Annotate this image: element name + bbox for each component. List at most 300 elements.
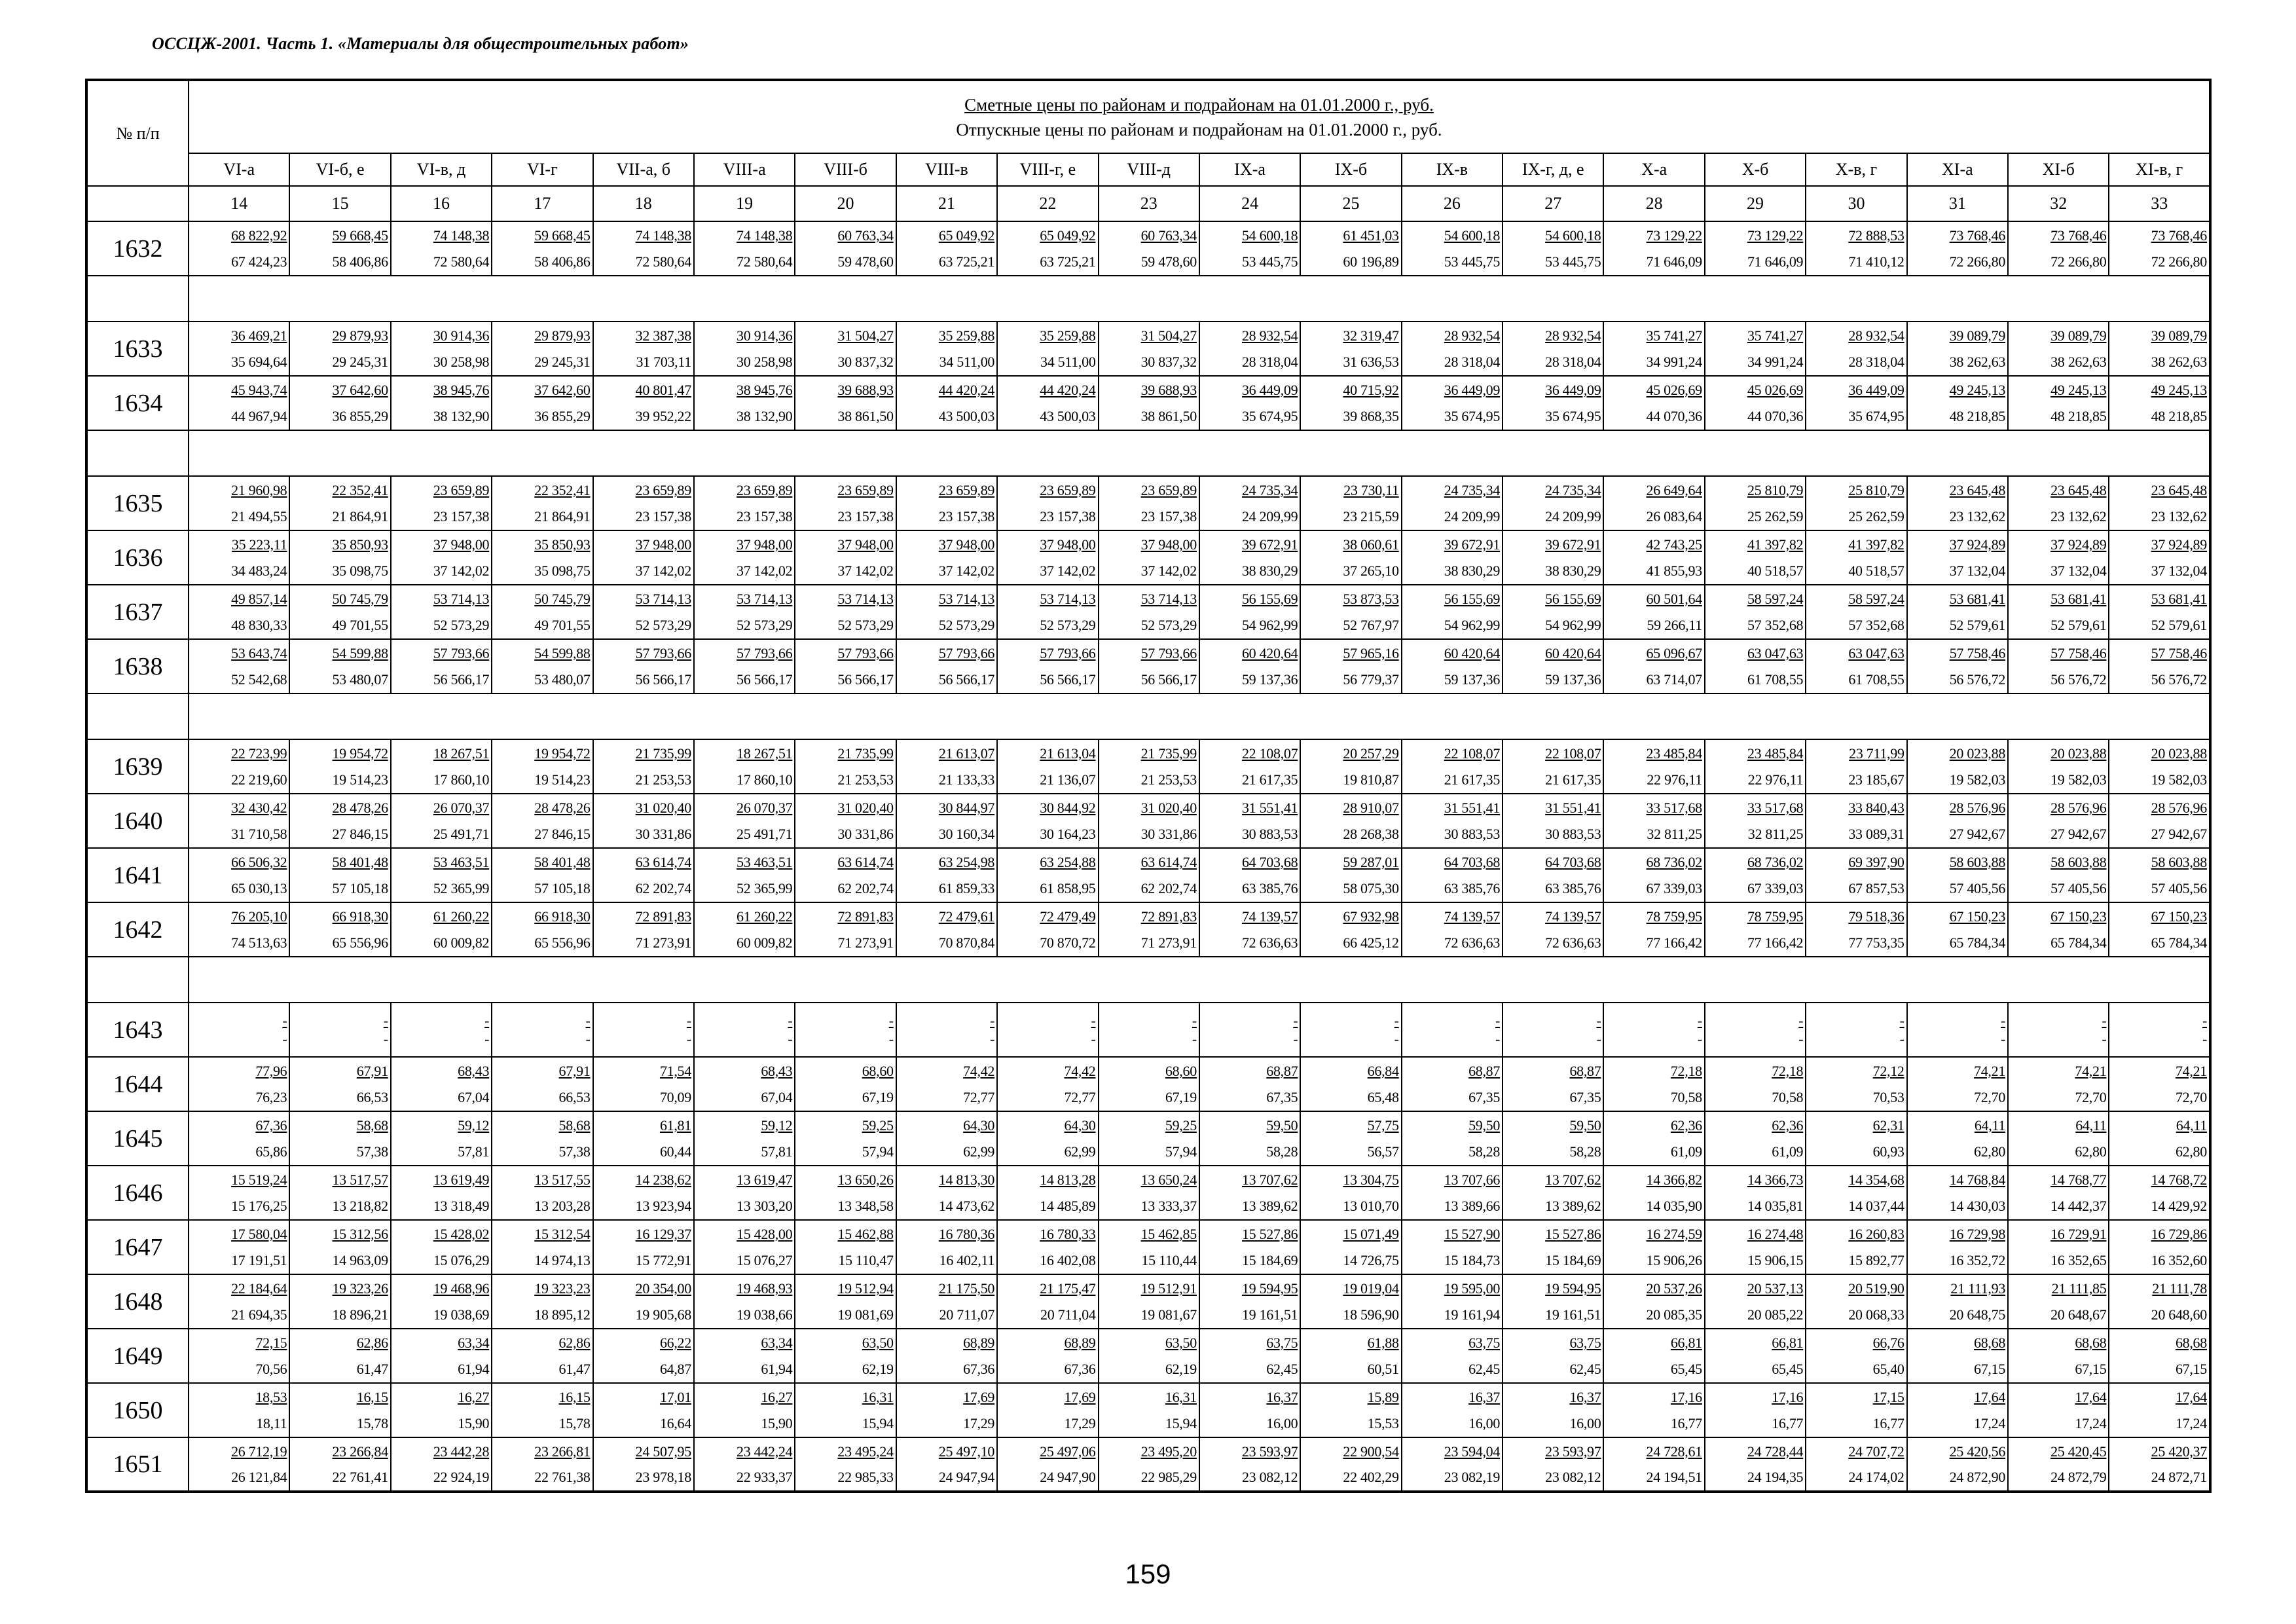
estimated-price: 72,15: [255, 1335, 287, 1351]
estimated-price: 23 645,48: [2151, 482, 2207, 498]
release-price: -: [686, 1030, 691, 1047]
estimated-price: 31 020,40: [635, 800, 691, 816]
estimated-price: 54 599,88: [332, 645, 388, 661]
release-price: 65,40: [1872, 1360, 1904, 1377]
price-cell: [1603, 322, 1704, 376]
price-cell: [492, 585, 592, 639]
price-cell: [289, 1220, 390, 1274]
estimated-price: 66 918,30: [332, 908, 388, 925]
region-column-header: VIII-д: [1099, 153, 1199, 186]
estimated-price: 17,69: [963, 1389, 995, 1405]
estimated-price: 16 274,59: [1646, 1226, 1702, 1242]
release-price: 65,48: [1367, 1088, 1399, 1105]
release-price: 65,86: [255, 1143, 287, 1160]
estimated-price: 23 711,99: [1849, 745, 1904, 762]
estimated-price: 17,01: [659, 1389, 691, 1405]
estimated-price: 20 354,00: [635, 1280, 691, 1297]
estimated-price: 54 600,18: [1444, 227, 1501, 244]
price-cell: [1300, 1003, 1401, 1057]
release-price: 29 245,31: [534, 353, 591, 370]
price-cell: [795, 902, 896, 957]
price-cell: [1300, 1329, 1401, 1383]
estimated-price: 25 420,56: [1949, 1443, 2006, 1460]
estimated-price: 58,68: [558, 1117, 591, 1134]
estimated-price: 58 603,88: [2151, 854, 2207, 870]
price-cell: [997, 739, 1098, 794]
price-cell: [1402, 376, 1503, 430]
estimated-price: 45 026,69: [1646, 382, 1702, 398]
price-cell: [391, 1274, 492, 1329]
price-cell: [694, 639, 795, 693]
release-price: 19 810,87: [1343, 771, 1399, 788]
release-price: 34 483,24: [231, 562, 287, 579]
price-cell: [1300, 1111, 1401, 1166]
price-cell: [2109, 1111, 2210, 1166]
estimated-price: 17,16: [1772, 1389, 1804, 1405]
estimated-price: 18,53: [255, 1389, 287, 1405]
table-row: [86, 1111, 2210, 1166]
release-price: 44 967,94: [231, 407, 287, 424]
price-cell: [997, 1220, 1098, 1274]
release-price: 24 947,94: [938, 1469, 995, 1485]
price-cell: [997, 1383, 1098, 1437]
price-cell: [1806, 585, 1906, 639]
release-price: -: [484, 1030, 490, 1047]
price-cell: [391, 794, 492, 848]
estimated-price: 31 504,27: [1140, 327, 1197, 344]
release-price: 18 895,12: [534, 1306, 591, 1323]
release-price: 37 132,04: [1949, 562, 2006, 579]
release-price: 52 579,61: [2050, 616, 2107, 633]
release-price: 38 830,29: [1444, 562, 1501, 579]
estimated-price: 78 759,95: [1646, 908, 1702, 925]
price-cell: [1603, 1274, 1704, 1329]
estimated-price: 56 155,69: [1241, 591, 1298, 607]
price-cell: [2109, 476, 2210, 530]
release-price: 17 860,10: [737, 771, 793, 788]
price-cell: [1806, 1111, 1906, 1166]
price-cell: [1300, 1166, 1401, 1220]
estimated-price: 63,75: [1569, 1335, 1601, 1351]
release-price: 37 142,02: [938, 562, 995, 579]
price-cell: [1099, 902, 1199, 957]
release-price: 67,15: [2075, 1360, 2107, 1377]
price-cell: [492, 1220, 592, 1274]
estimated-price: 16,15: [558, 1389, 591, 1405]
release-price: 21 133,33: [938, 771, 995, 788]
column-number: 24: [1199, 186, 1300, 221]
price-cell: [997, 476, 1098, 530]
release-price: 16,00: [1266, 1414, 1298, 1431]
release-price: 15 076,29: [433, 1251, 490, 1268]
estimated-price: 78 759,95: [1747, 908, 1804, 925]
estimated-price: 68,43: [761, 1063, 793, 1079]
price-cell: [391, 1166, 492, 1220]
estimated-price: 26 649,64: [1646, 482, 1702, 498]
estimated-price: 35 223,11: [231, 536, 287, 553]
price-cell: [492, 1111, 592, 1166]
price-cell: [289, 1057, 390, 1111]
price-cell: [1907, 476, 2008, 530]
release-price: 72 580,64: [737, 253, 793, 270]
price-cell: [391, 739, 492, 794]
estimated-price: 23 659,89: [1140, 482, 1197, 498]
release-price: 61,94: [458, 1360, 490, 1377]
price-cell: [1705, 902, 1806, 957]
release-price: 38 262,63: [1949, 353, 2006, 370]
table-row: [86, 221, 2210, 276]
price-cell: [694, 902, 795, 957]
estimated-price: 15 462,88: [837, 1226, 894, 1242]
estimated-price: 61 260,22: [737, 908, 793, 925]
estimated-price: 20 537,26: [1646, 1280, 1702, 1297]
estimated-price: 72,12: [1872, 1063, 1904, 1079]
release-price: -: [1798, 1030, 1804, 1047]
price-cell: [1199, 1111, 1300, 1166]
price-cell: [1907, 1274, 2008, 1329]
release-price: 15,78: [356, 1414, 388, 1431]
price-cell: [1603, 1220, 1704, 1274]
release-price: 20 711,07: [939, 1306, 995, 1323]
release-price: 30 258,98: [737, 353, 793, 370]
estimated-price: 21 735,99: [1140, 745, 1197, 762]
release-price: 67,35: [1569, 1088, 1601, 1105]
estimated-price: 14 768,84: [1949, 1172, 2006, 1188]
spacer-cell: [86, 276, 189, 322]
release-price: 18 896,21: [332, 1306, 388, 1323]
release-price: 63 385,76: [1545, 879, 1601, 896]
release-price: 66 425,12: [1343, 934, 1399, 951]
estimated-price: 26 070,37: [433, 800, 490, 816]
table-row: [86, 1057, 2210, 1111]
price-cell: [1705, 848, 1806, 902]
release-price: 17,24: [2175, 1414, 2207, 1431]
column-number: 22: [997, 186, 1098, 221]
price-cell: [1603, 1003, 1704, 1057]
estimated-price: -: [282, 1012, 287, 1029]
price-cell: [1503, 376, 1603, 430]
estimated-price: 60 763,34: [1140, 227, 1197, 244]
estimated-price: 15,89: [1367, 1389, 1399, 1405]
estimated-price: 16 129,37: [635, 1226, 691, 1242]
region-column-header: XI-а: [1907, 153, 2008, 186]
price-cell: [1603, 585, 1704, 639]
estimated-price: 13 304,75: [1343, 1172, 1399, 1188]
region-column-header: X-б: [1705, 153, 1806, 186]
price-cell: [1199, 530, 1300, 585]
release-price: 65 784,34: [2151, 934, 2207, 951]
price-cell: [492, 1437, 592, 1492]
price-cell: [391, 848, 492, 902]
release-price: 35 674,95: [1241, 407, 1298, 424]
release-price: 13 389,66: [1444, 1197, 1501, 1214]
price-cell: [1806, 1329, 1906, 1383]
price-cell: [1402, 1437, 1503, 1492]
price-cell: [492, 902, 592, 957]
estimated-price: 14 768,72: [2151, 1172, 2207, 1188]
estimated-price: 13 707,62: [1545, 1172, 1601, 1188]
price-cell: [1300, 221, 1401, 276]
estimated-price: 15 527,90: [1444, 1226, 1501, 1242]
release-price: 21 694,35: [231, 1306, 287, 1323]
price-cell: [593, 1166, 694, 1220]
estimated-price: 28 576,96: [2050, 800, 2107, 816]
price-cell: [1705, 1166, 1806, 1220]
release-price: 57 405,56: [1949, 879, 2006, 896]
estimated-price: 59,25: [1165, 1117, 1197, 1134]
estimated-price: 57 793,66: [1140, 645, 1197, 661]
estimated-price: 15 462,85: [1140, 1226, 1197, 1242]
price-cell: [391, 585, 492, 639]
region-column-header: VI-в, д: [391, 153, 492, 186]
estimated-price: 63 254,88: [1040, 854, 1096, 870]
table-row: [86, 376, 2210, 430]
estimated-price: 16 729,91: [2050, 1226, 2107, 1242]
price-cell: [2109, 1166, 2210, 1220]
price-cell: [694, 221, 795, 276]
price-cell: [1907, 376, 2008, 430]
price-cell: [189, 221, 289, 276]
estimated-price: 61 451,03: [1343, 227, 1399, 244]
spacer-cell: [189, 276, 2210, 322]
price-cell: [1806, 848, 1906, 902]
price-cell: [997, 639, 1098, 693]
estimated-price: 28 932,54: [1241, 327, 1298, 344]
release-price: 62 202,74: [635, 879, 691, 896]
estimated-price: 23 495,24: [837, 1443, 894, 1460]
estimated-price: 39 672,91: [1241, 536, 1298, 553]
release-price: 19 514,23: [534, 771, 591, 788]
estimated-price: 21 613,04: [1040, 745, 1096, 762]
estimated-price: 53 643,74: [231, 645, 287, 661]
estimated-price: 24 735,34: [1241, 482, 1298, 498]
price-cell: [1503, 322, 1603, 376]
estimated-price: 16,37: [1569, 1389, 1601, 1405]
estimated-price: 60 501,64: [1646, 591, 1702, 607]
estimated-price: -: [383, 1012, 388, 1029]
price-cell: [2008, 902, 2109, 957]
estimated-price: 39 672,91: [1444, 536, 1501, 553]
estimated-price: 66 918,30: [534, 908, 591, 925]
price-cell: [1705, 322, 1806, 376]
estimated-price: 64 703,68: [1444, 854, 1501, 870]
release-price: 67,35: [1468, 1088, 1501, 1105]
estimated-price: 72 479,49: [1040, 908, 1096, 925]
price-cell: [289, 1003, 390, 1057]
estimated-price: 22 723,99: [231, 745, 287, 762]
estimated-price: 72,18: [1670, 1063, 1702, 1079]
price-cell: [694, 322, 795, 376]
price-cell: [289, 1166, 390, 1220]
release-price: 72 266,80: [2151, 253, 2207, 270]
price-cell: [896, 1111, 997, 1166]
estimated-price: 63 614,74: [1140, 854, 1197, 870]
estimated-price: 72 479,61: [938, 908, 995, 925]
price-cell: [1199, 902, 1300, 957]
row-number: 1636: [86, 530, 189, 585]
estimated-price: 45 943,74: [231, 382, 287, 398]
release-price: -: [1899, 1030, 1904, 1047]
estimated-price: 40 801,47: [635, 382, 691, 398]
price-cell: [694, 376, 795, 430]
price-cell: [1603, 902, 1704, 957]
estimated-price: 74,21: [1974, 1063, 2006, 1079]
release-price: 60 009,82: [737, 934, 793, 951]
estimated-price: 19 595,00: [1444, 1280, 1501, 1297]
release-price: 72,77: [1064, 1088, 1096, 1105]
release-price: 54 962,99: [1241, 616, 1298, 633]
price-cell: [391, 322, 492, 376]
estimated-price: 73 768,46: [2050, 227, 2107, 244]
price-cell: [1705, 639, 1806, 693]
release-price: 67,36: [1064, 1360, 1096, 1377]
price-cell: [1907, 1057, 2008, 1111]
estimated-price: 57 758,46: [2050, 645, 2107, 661]
release-price: 20 648,75: [1949, 1306, 2006, 1323]
release-price: 19 081,69: [837, 1306, 894, 1323]
spacer-row: [86, 430, 2210, 476]
release-price: 24 872,71: [2151, 1469, 2207, 1485]
estimated-price: -: [1394, 1012, 1399, 1029]
release-price: 14 963,09: [332, 1251, 388, 1268]
release-price: 14 035,81: [1747, 1197, 1804, 1214]
estimated-price: 15 519,24: [231, 1172, 287, 1188]
estimated-price: 57 793,66: [635, 645, 691, 661]
price-cell: [1300, 739, 1401, 794]
estimated-price: 23 485,84: [1646, 745, 1702, 762]
price-cell: [1300, 794, 1401, 848]
estimated-price: 54 600,18: [1241, 227, 1298, 244]
estimated-price: 23 593,97: [1241, 1443, 1298, 1460]
region-header-row: [86, 153, 2210, 186]
estimated-price: 21 111,85: [2051, 1280, 2107, 1297]
estimated-price: 13 650,26: [837, 1172, 894, 1188]
release-price: 58 075,30: [1343, 879, 1399, 896]
price-cell: [1705, 1383, 1806, 1437]
price-cell: [391, 902, 492, 957]
price-cell: [1402, 848, 1503, 902]
price-cell: [1603, 221, 1704, 276]
price-cell: [1806, 376, 1906, 430]
price-cell: [593, 376, 694, 430]
estimated-price: 59,50: [1468, 1117, 1501, 1134]
price-cell: [694, 1383, 795, 1437]
release-price: 20 085,22: [1747, 1306, 1804, 1323]
estimated-price: 15 428,02: [433, 1226, 490, 1242]
price-cell: [694, 1274, 795, 1329]
estimated-price: 40 715,92: [1343, 382, 1399, 398]
estimated-price: -: [1293, 1012, 1298, 1029]
price-cell: [1503, 1383, 1603, 1437]
estimated-price: 66,81: [1772, 1335, 1804, 1351]
region-column-header: X-в, г: [1806, 153, 1906, 186]
release-price: -: [1394, 1030, 1399, 1047]
release-price: 28 318,04: [1241, 353, 1298, 370]
estimated-price: 18 267,51: [737, 745, 793, 762]
estimated-price: 33 517,68: [1646, 800, 1702, 816]
estimated-price: 56 155,69: [1545, 591, 1601, 607]
price-cell: [1300, 1057, 1401, 1111]
price-cell: [2109, 848, 2210, 902]
spacer-row: [86, 957, 2210, 1003]
release-price: 62 202,74: [1140, 879, 1197, 896]
estimated-price: 74 148,38: [737, 227, 793, 244]
estimated-price: 73 768,46: [1949, 227, 2006, 244]
estimated-price: 21 175,47: [1040, 1280, 1096, 1297]
estimated-price: 57 793,66: [737, 645, 793, 661]
row-number: 1645: [86, 1111, 189, 1166]
price-cell: [189, 848, 289, 902]
estimated-price: 67 150,23: [2151, 908, 2207, 925]
release-price: 38 861,50: [1140, 407, 1197, 424]
release-price: 23 082,19: [1444, 1469, 1501, 1485]
estimated-price: 17,15: [1872, 1389, 1904, 1405]
release-price: 15 772,91: [635, 1251, 691, 1268]
estimated-price: 24 735,34: [1545, 482, 1601, 498]
estimated-price: 35 741,27: [1646, 327, 1702, 344]
price-cell: [1402, 794, 1503, 848]
estimated-price: 67 932,98: [1343, 908, 1399, 925]
price-cell: [1300, 376, 1401, 430]
release-price: 20 648,67: [2050, 1306, 2107, 1323]
release-price: 30 258,98: [433, 353, 490, 370]
price-cell: [2008, 848, 2109, 902]
column-number-row: [86, 186, 2210, 221]
price-cell: [896, 1220, 997, 1274]
estimated-price: 37 924,89: [1949, 536, 2006, 553]
release-price: 15 184,73: [1444, 1251, 1501, 1268]
estimated-price: 37 948,00: [737, 536, 793, 553]
release-price: 56 566,17: [938, 671, 995, 688]
estimated-price: 17,64: [2175, 1389, 2207, 1405]
price-cell: [1806, 1003, 1906, 1057]
price-cell: [1099, 221, 1199, 276]
price-cell: [896, 1437, 997, 1492]
estimated-price: 76 205,10: [231, 908, 287, 925]
price-cell: [189, 322, 289, 376]
estimated-price: 41 397,82: [1848, 536, 1904, 553]
estimated-price: 20 023,88: [2050, 745, 2107, 762]
release-price: 23 132,62: [2151, 507, 2207, 525]
estimated-price: 16,31: [862, 1389, 894, 1405]
estimated-price: 24 728,61: [1646, 1443, 1702, 1460]
estimated-price: 63 047,63: [1848, 645, 1904, 661]
price-cell: [2008, 639, 2109, 693]
estimated-price: 37 642,60: [534, 382, 591, 398]
price-cell: [1503, 1220, 1603, 1274]
row-number: 1648: [86, 1274, 189, 1329]
estimated-price: 35 259,88: [938, 327, 995, 344]
price-cell: [391, 221, 492, 276]
release-price: 25 262,59: [1747, 507, 1804, 525]
estimated-price: 62,36: [1772, 1117, 1804, 1134]
release-price: 57,81: [458, 1143, 490, 1160]
estimated-price: 66,76: [1872, 1335, 1904, 1351]
row-number: 1649: [86, 1329, 189, 1383]
release-price: 23 185,67: [1848, 771, 1904, 788]
spacer-cell: [86, 693, 189, 739]
release-price: 13 348,58: [837, 1197, 894, 1214]
row-number: 1637: [86, 585, 189, 639]
release-price: 56 566,17: [433, 671, 490, 688]
release-price: 62,80: [1974, 1143, 2006, 1160]
estimated-price: 21 613,07: [938, 745, 995, 762]
estimated-price: 57 965,16: [1343, 645, 1399, 661]
estimated-price: 74,42: [963, 1063, 995, 1079]
price-cell: [289, 1383, 390, 1437]
release-price: 62,19: [1165, 1360, 1197, 1377]
estimated-price: 56 155,69: [1444, 591, 1501, 607]
